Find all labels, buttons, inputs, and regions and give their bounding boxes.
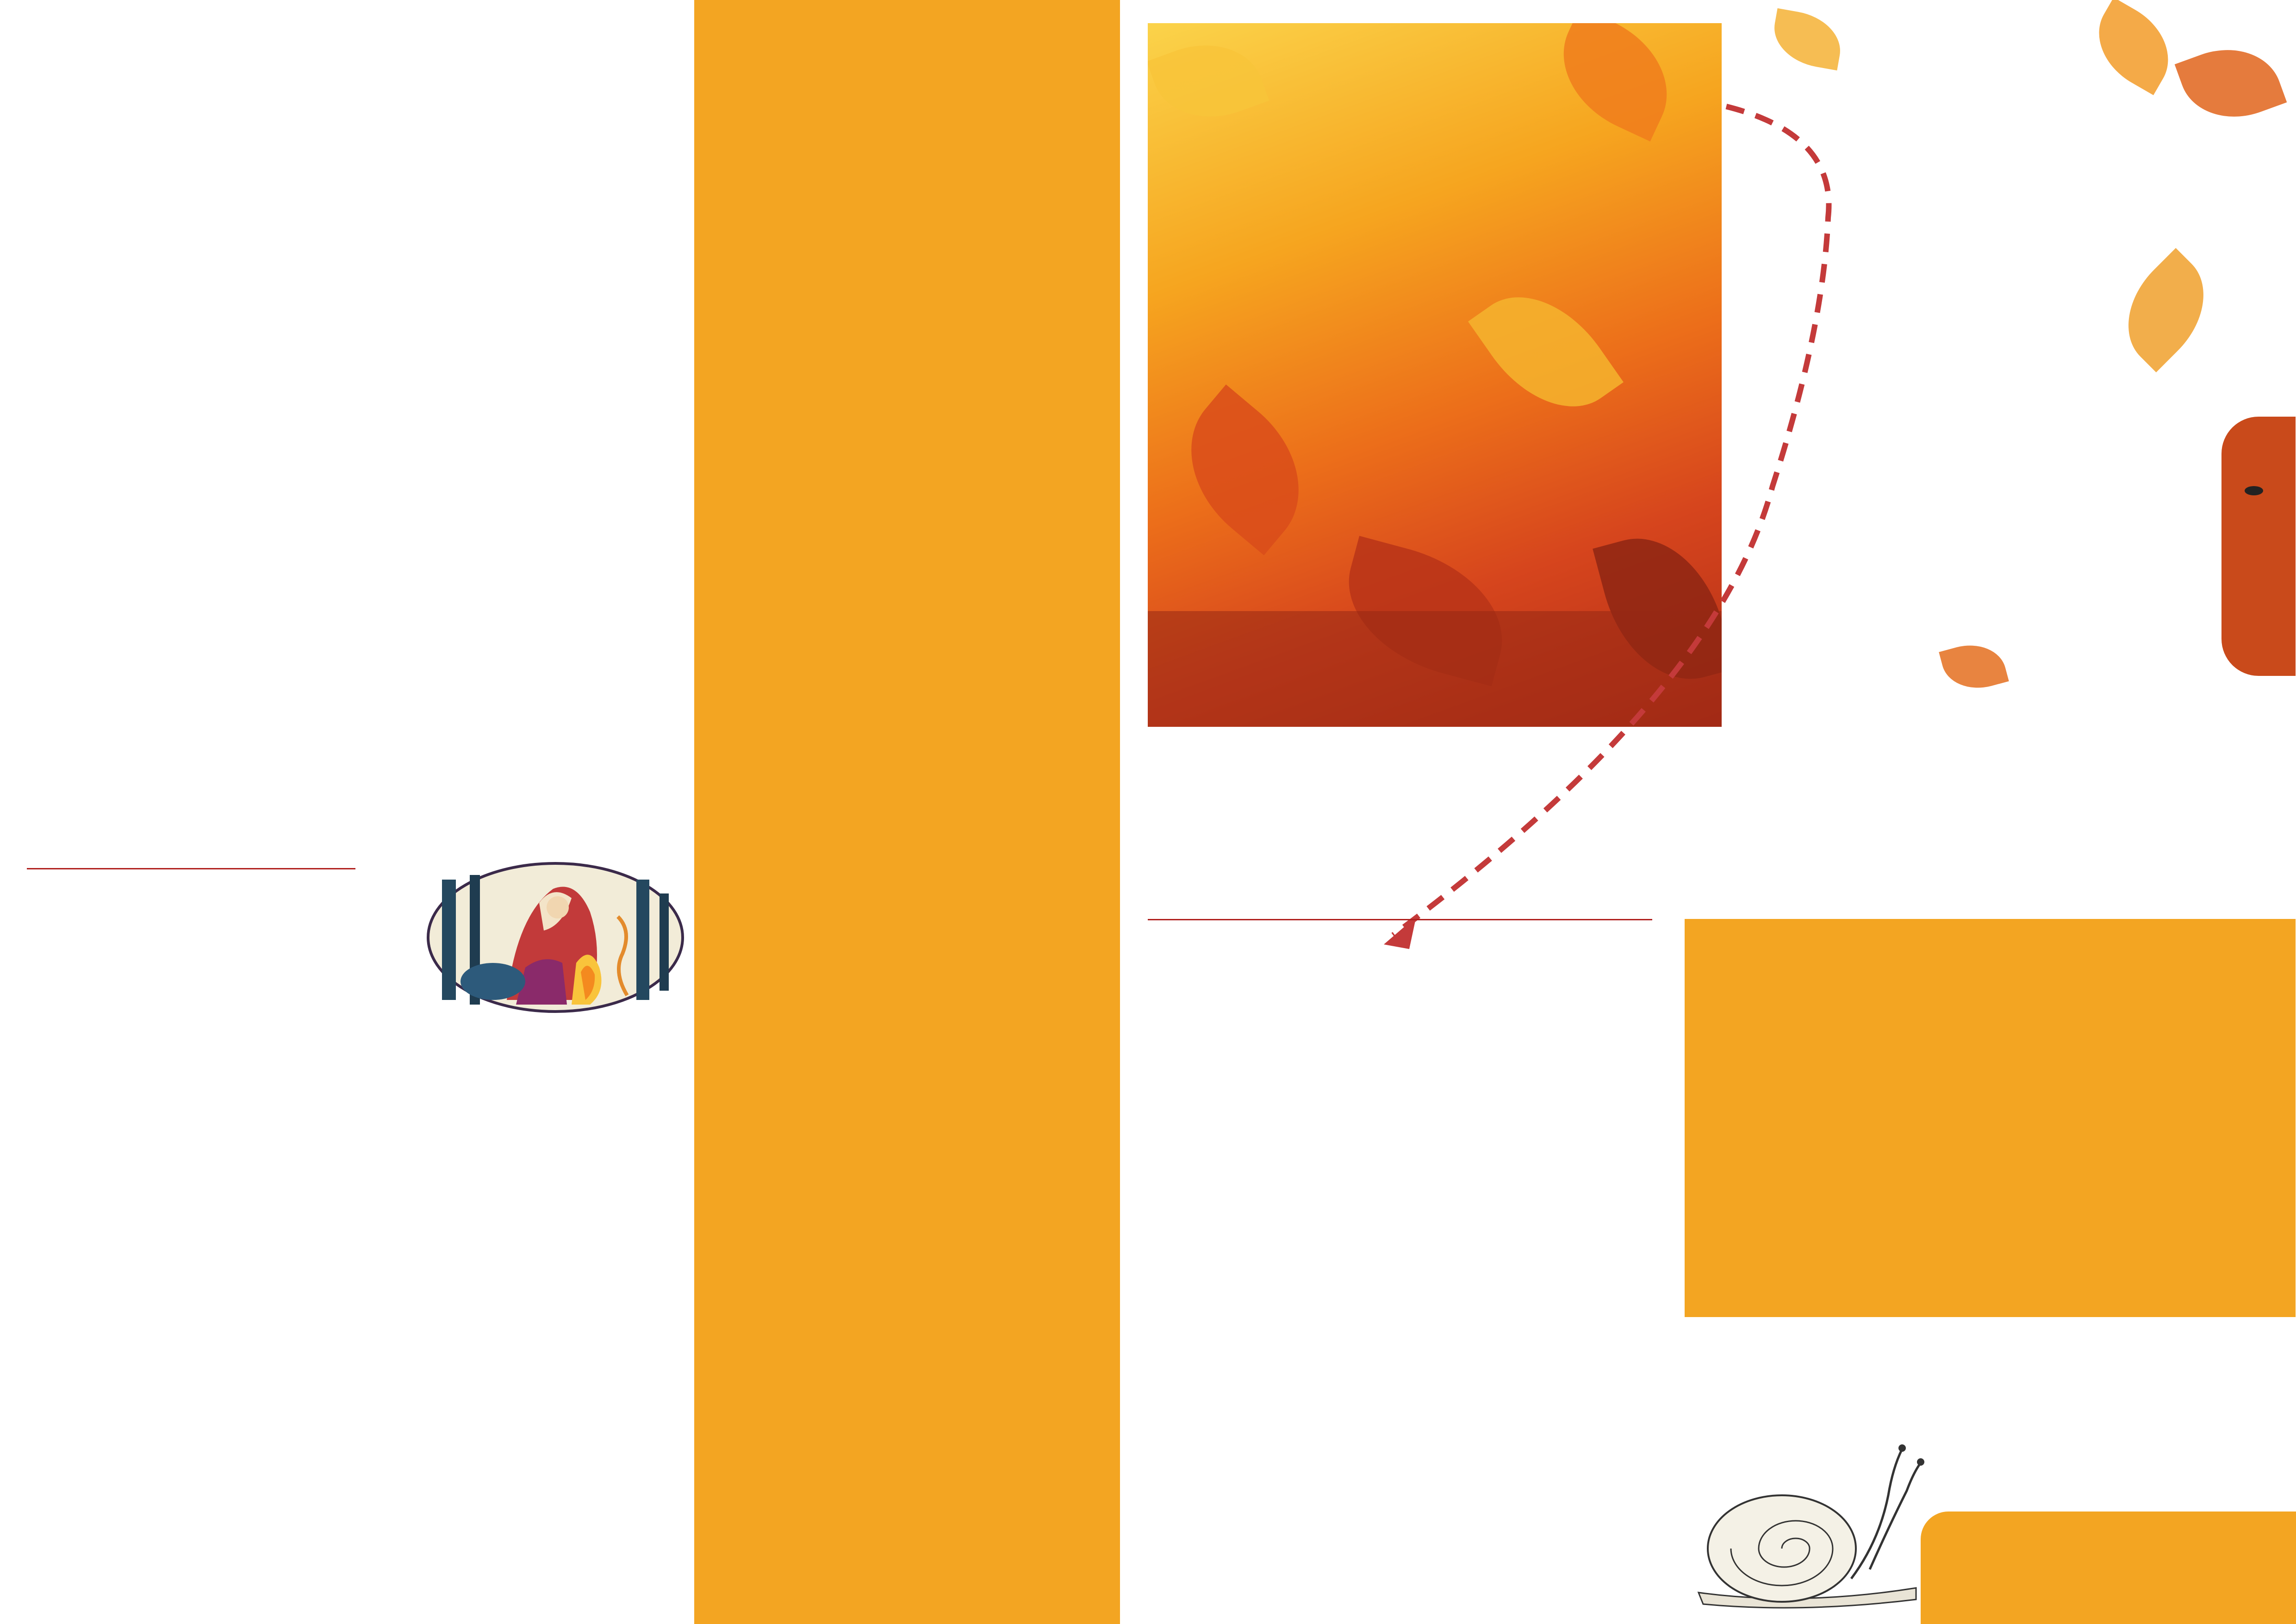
leaf-decoration [1148,27,1269,136]
poem-line [27,1021,434,1067]
poem-line [27,928,434,974]
snail-illustration [1685,1440,1925,1616]
poem-line [27,974,434,1021]
corps-line [1176,1361,1870,1405]
resilience-intro [1148,741,2272,743]
spacer [1703,937,2277,960]
divider-line [1148,919,1652,920]
leaf-decoration [2104,248,2228,373]
dashed-arrow-decoration [1365,69,1944,958]
magie-poem [27,882,434,1206]
temazcal-column [0,0,694,1624]
poem-line [27,1160,434,1206]
souffle-poem-right [1414,954,1673,976]
programme [1750,51,2292,81]
footer-box [1921,1512,2296,1624]
face-illustration [2221,417,2296,676]
temazcal-article [27,76,682,99]
poem-line [27,1067,434,1113]
spacer [1148,931,1407,953]
divider-line [27,868,355,869]
orque-column [694,0,1120,1624]
leaf-decoration [2175,33,2287,134]
invitation-text [1703,937,2277,982]
poem-line [27,1113,434,1160]
poster-tags-wrap [1467,23,1558,56]
spacer [1703,960,2277,982]
wizard-illustration [423,861,687,1014]
magie-side-text [449,1000,683,1001]
poem-line [27,882,434,928]
leaf-decoration [1939,637,2009,697]
spacer [1414,954,1673,976]
invitation-box [1685,919,2296,1317]
leaf-decoration [1157,384,1332,555]
souffle-poem-left [1148,931,1407,953]
face-eye [2245,486,2263,495]
